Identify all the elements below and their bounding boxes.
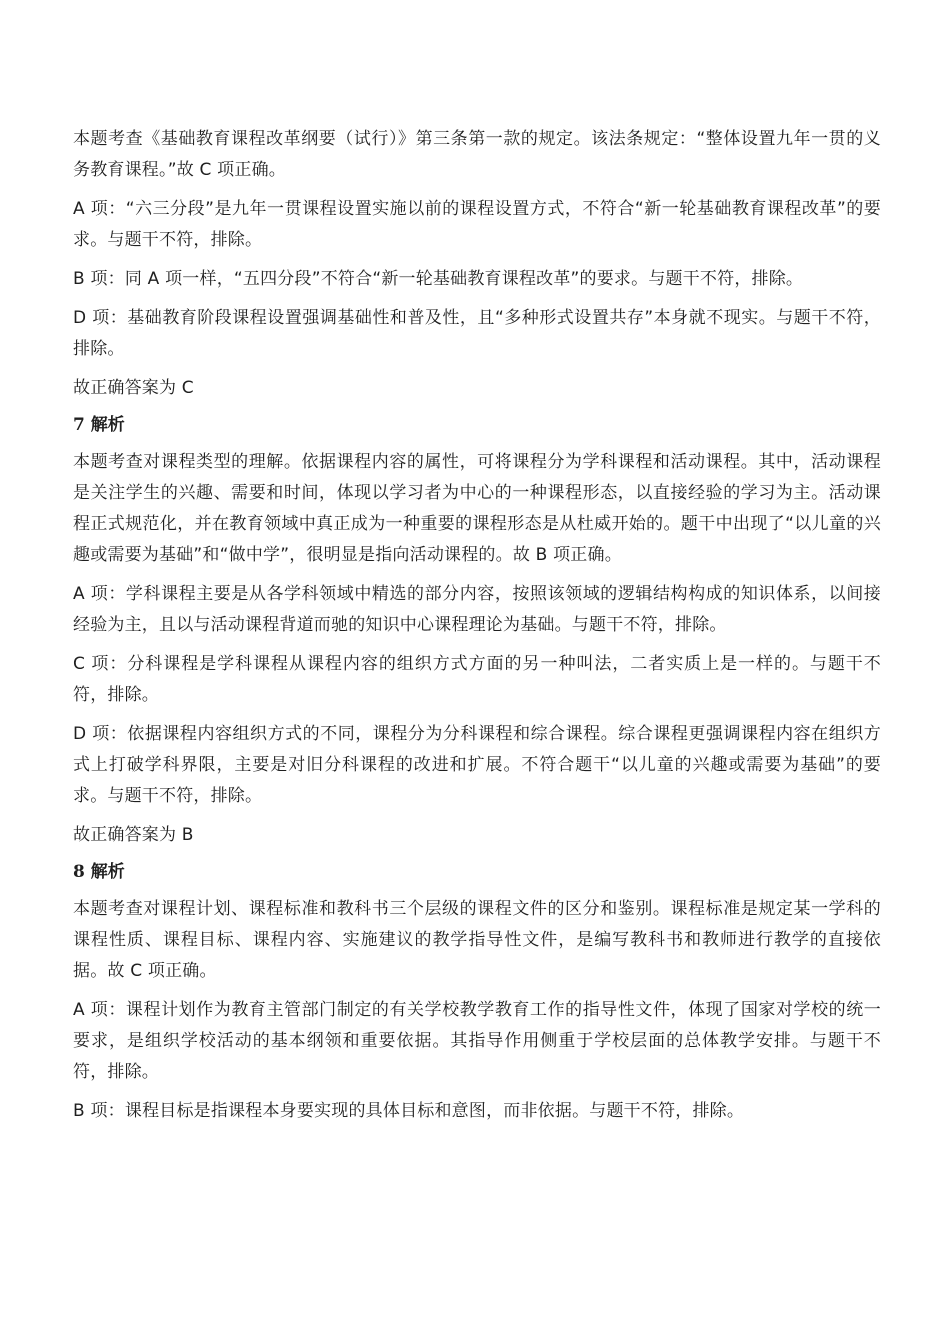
paragraph-option-b: B 项：同 A 项一样，“五四分段”不符合“新一轮基础教育课程改革”的要求。与题干不符，排除。	[73, 269, 804, 289]
section-6	[73, 124, 881, 404]
paragraph-intro: 本题考查对课程计划、课程标准和教科书三个层级的课程文件的区分和鉴别。课程标准是规定某一学科的课程性质、课程目标、课程内容、实施建议的教学指导性文件，是编写教科书和教师进行教学的直接依据。故 C 项正确。	[73, 899, 881, 981]
section-heading: 8 解析	[73, 862, 125, 882]
paragraph-option-c: C 项：分科课程是学科课程从课程内容的组织方式方面的另一种叫法，二者实质上是一样的。与题干不符，排除。	[73, 654, 881, 705]
document-page	[73, 124, 881, 1135]
paragraph-option-a: A 项：学科课程主要是从各学科领域中精选的部分内容，按照该领域的逻辑结构构成的知识体系，以间接经验为主，且以与活动课程背道而驰的知识中心课程理论为基础。与题干不符，排除。	[73, 584, 881, 635]
answer-line: 故正确答案为 C	[73, 378, 194, 398]
section-heading: 7 解析	[73, 415, 125, 435]
answer-line: 故正确答案为 B	[73, 825, 194, 845]
section-7	[73, 410, 881, 851]
section-8	[73, 857, 881, 1127]
paragraph-option-d: D 项：依据课程内容组织方式的不同，课程分为分科课程和综合课程。综合课程更强调课程内容在组织方式上打破学科界限，主要是对旧分科课程的改进和扩展。不符合题干“以儿童的兴趣或需要为基础”的要求。与题干不符，排除。	[73, 724, 881, 806]
paragraph-intro: 本题考查对课程类型的理解。依据课程内容的属性，可将课程分为学科课程和活动课程。其中，活动课程是关注学生的兴趣、需要和时间，体现以学习者为中心的一种课程形态，以直接经验的学习为主。活动课程正式规范化，并在教育领域中真正成为一种重要的课程形态是从杜威开始的。题干中出现了“以儿童的兴趣或需要为基础”和“做中学”，很明显是指向活动课程的。故 B 项正确。	[73, 452, 881, 565]
paragraph-option-a: A 项：课程计划作为教育主管部门制定的有关学校教学教育工作的指导性文件，体现了国家对学校的统一要求，是组织学校活动的基本纲领和重要依据。其指导作用侧重于学校层面的总体教学安排。与题干不符，排除。	[73, 1000, 881, 1082]
paragraph-option-b: B 项：课程目标是指课程本身要实现的具体目标和意图，而非依据。与题干不符，排除。	[73, 1101, 745, 1121]
paragraph-option-d: D 项：基础教育阶段课程设置强调基础性和普及性，且“多种形式设置共存”本身就不现实。与题干不符，排除。	[73, 308, 881, 359]
paragraph-intro: 本题考查《基础教育课程改革纲要（试行）》第三条第一款的规定。该法条规定：“整体设置九年一贯的义务教育课程。”故 C 项正确。	[73, 129, 881, 180]
paragraph-option-a: A 项：“六三分段”是九年一贯课程设置实施以前的课程设置方式，不符合“新一轮基础教育课程改革”的要求。与题干不符，排除。	[73, 199, 881, 250]
